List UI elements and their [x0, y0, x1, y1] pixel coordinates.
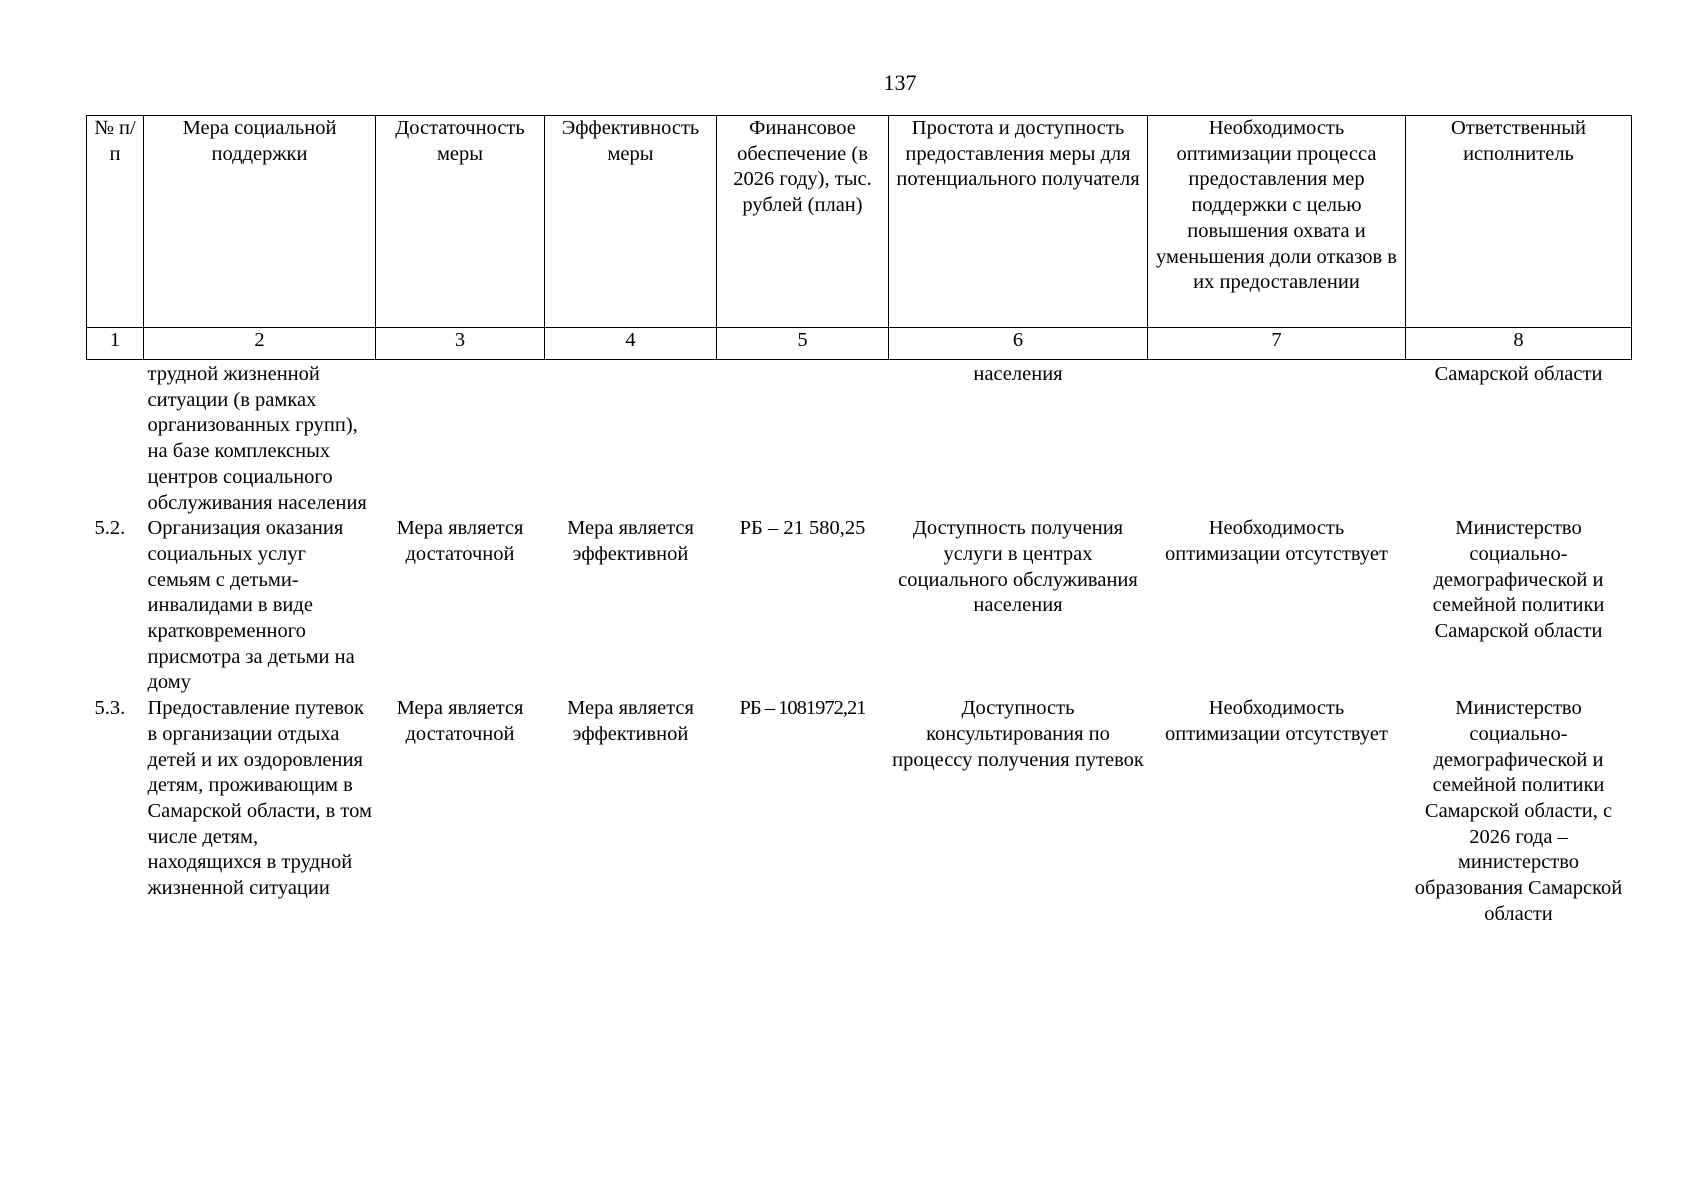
- cell-sufficiency: Мера является достаточной: [396, 517, 524, 565]
- cell-accessibility: населения: [973, 363, 1063, 385]
- cell-sufficiency: [376, 360, 545, 517]
- column-number-row: [87, 328, 1632, 360]
- column-number: 3: [376, 328, 545, 360]
- header-measure: Мера социальной поддержки: [144, 116, 376, 328]
- column-number: 1: [87, 328, 144, 360]
- cell-optimization: Необходимость оптимизации отсутствует: [1165, 517, 1388, 565]
- cell-sufficiency: Мера является достаточной: [396, 697, 524, 745]
- table-header-row: [87, 116, 1632, 328]
- header-executor: Ответственный исполнитель: [1406, 116, 1632, 328]
- cell-executor: Самарской области: [1434, 363, 1603, 385]
- header-accessibility: Простота и доступность предоставления меры для потенциального получателя: [889, 116, 1148, 328]
- cell-measure: Предоставление путевок в организации отдыха детей и их оздоровления детям, проживающим в Самарской области, в том числе детям, находящихся в трудной жизненной ситуации: [147, 697, 372, 900]
- cell-optimization: [1148, 360, 1406, 517]
- cell-number: 5.2.: [94, 517, 126, 540]
- header-effectiveness: Эффективность меры: [545, 116, 717, 328]
- column-number: 8: [1406, 328, 1632, 360]
- cell-number: 5.3.: [94, 697, 126, 720]
- cell-effectiveness: Мера является эффективной: [567, 517, 694, 565]
- cell-financing: РБ – 21 580,25: [739, 517, 866, 540]
- cell-effectiveness: Мера является эффективной: [567, 697, 694, 745]
- header-number: № п/п: [87, 116, 144, 328]
- column-number: 2: [144, 328, 376, 360]
- header-sufficiency: Достаточность меры: [376, 116, 545, 328]
- cell-optimization: Необходимость оптимизации отсутствует: [1165, 697, 1388, 745]
- cell-measure: трудной жизненной ситуации (в рамках организованных групп), на базе комплексных центров социального обслуживания населения: [147, 363, 367, 514]
- cell-financing: РБ – 1081972,21: [739, 697, 866, 720]
- header-financing: Финансовое обеспечение (в 2026 году), тыс. рублей (план): [717, 116, 889, 328]
- cell-executor: Министерство социально-демографической и семейной политики Самарской области, с 2026 года – министерство образования Самарской области: [1414, 697, 1623, 925]
- cell-effectiveness: [545, 360, 717, 517]
- table-row: [87, 696, 1632, 927]
- cell-accessibility: Доступность консультирования по процессу получения путевок: [892, 697, 1144, 771]
- column-number: 5: [717, 328, 889, 360]
- cell-number: [87, 360, 144, 517]
- table-row-continuation: [87, 360, 1632, 517]
- column-number: 7: [1148, 328, 1406, 360]
- table-row: [87, 516, 1632, 696]
- column-number: 4: [545, 328, 717, 360]
- header-optimization: Необходимость оптимизации процесса предоставления мер поддержки с целью повышения охвата и уменьшения доли отказов в их предоставлении: [1148, 116, 1406, 328]
- cell-measure: Организация оказания социальных услуг семьям с детьми-инвалидами в виде кратковременного присмотра за детьми на дому: [147, 517, 355, 694]
- column-number: 6: [889, 328, 1148, 360]
- social-support-table: [86, 115, 1632, 927]
- page-number: 137: [883, 70, 917, 95]
- cell-financing: [717, 360, 889, 517]
- cell-accessibility: Доступность получения услуги в центрах социального обслуживания населения: [898, 517, 1138, 617]
- cell-executor: Министерство социально-демографической и семейной политики Самарской области: [1432, 517, 1605, 643]
